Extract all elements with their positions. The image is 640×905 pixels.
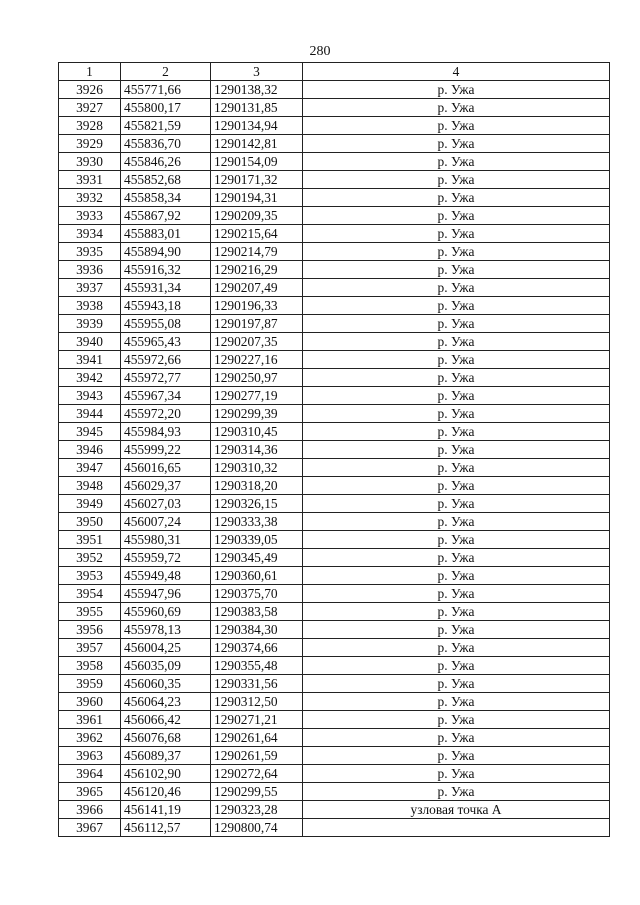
description-cell: р. Ужа xyxy=(303,423,610,441)
header-row xyxy=(59,63,610,81)
description-cell: р. Ужа xyxy=(303,279,610,297)
description-cell: р. Ужа xyxy=(303,225,610,243)
x-coordinate-cell: 455949,48 xyxy=(121,567,211,585)
y-coordinate-cell: 1290800,74 xyxy=(211,819,303,837)
table-row xyxy=(59,603,610,621)
table-row xyxy=(59,279,610,297)
description-cell: р. Ужа xyxy=(303,441,610,459)
x-coordinate-cell: 456141,19 xyxy=(121,801,211,819)
description-cell: р. Ужа xyxy=(303,747,610,765)
y-coordinate-cell: 1290384,30 xyxy=(211,621,303,639)
table-row xyxy=(59,171,610,189)
table-row xyxy=(59,351,610,369)
description-cell: р. Ужа xyxy=(303,657,610,675)
description-cell: р. Ужа xyxy=(303,297,610,315)
y-coordinate-cell: 1290207,49 xyxy=(211,279,303,297)
table-row xyxy=(59,747,610,765)
table-row xyxy=(59,549,610,567)
x-coordinate-cell: 456064,23 xyxy=(121,693,211,711)
y-coordinate-cell: 1290194,31 xyxy=(211,189,303,207)
x-coordinate-cell: 455947,96 xyxy=(121,585,211,603)
page-number: 280 xyxy=(309,44,331,59)
description-cell: р. Ужа xyxy=(303,99,610,117)
x-coordinate-cell: 455972,77 xyxy=(121,369,211,387)
table-row xyxy=(59,783,610,801)
y-coordinate-cell: 1290345,49 xyxy=(211,549,303,567)
table-row xyxy=(59,369,610,387)
x-coordinate-cell: 455955,08 xyxy=(121,315,211,333)
x-coordinate-cell: 456066,42 xyxy=(121,711,211,729)
description-cell: р. Ужа xyxy=(303,171,610,189)
table-row xyxy=(59,315,610,333)
point-number-cell: 3948 xyxy=(59,477,121,495)
y-coordinate-cell: 1290383,58 xyxy=(211,603,303,621)
header-col-4: 4 xyxy=(303,63,610,81)
x-coordinate-cell: 456120,46 xyxy=(121,783,211,801)
x-coordinate-cell: 456016,65 xyxy=(121,459,211,477)
table-row xyxy=(59,459,610,477)
point-number-cell: 3939 xyxy=(59,315,121,333)
point-number-cell: 3940 xyxy=(59,333,121,351)
point-number-cell: 3937 xyxy=(59,279,121,297)
x-coordinate-cell: 455960,69 xyxy=(121,603,211,621)
y-coordinate-cell: 1290374,66 xyxy=(211,639,303,657)
description-cell: р. Ужа xyxy=(303,621,610,639)
table-row xyxy=(59,531,610,549)
x-coordinate-cell: 455965,43 xyxy=(121,333,211,351)
y-coordinate-cell: 1290318,20 xyxy=(211,477,303,495)
y-coordinate-cell: 1290333,38 xyxy=(211,513,303,531)
y-coordinate-cell: 1290216,29 xyxy=(211,261,303,279)
y-coordinate-cell: 1290326,15 xyxy=(211,495,303,513)
table-row xyxy=(59,297,610,315)
description-cell: р. Ужа xyxy=(303,477,610,495)
point-number-cell: 3941 xyxy=(59,351,121,369)
x-coordinate-cell: 455943,18 xyxy=(121,297,211,315)
point-number-cell: 3932 xyxy=(59,189,121,207)
description-cell: р. Ужа xyxy=(303,585,610,603)
table-body xyxy=(59,81,610,837)
description-cell: р. Ужа xyxy=(303,387,610,405)
description-cell: р. Ужа xyxy=(303,693,610,711)
header-col-3: 3 xyxy=(211,63,303,81)
point-number-cell: 3964 xyxy=(59,765,121,783)
description-cell: р. Ужа xyxy=(303,333,610,351)
point-number-cell: 3965 xyxy=(59,783,121,801)
y-coordinate-cell: 1290131,85 xyxy=(211,99,303,117)
point-number-cell: 3953 xyxy=(59,567,121,585)
table-row xyxy=(59,99,610,117)
point-number-cell: 3963 xyxy=(59,747,121,765)
table-row xyxy=(59,189,610,207)
y-coordinate-cell: 1290215,64 xyxy=(211,225,303,243)
description-cell: р. Ужа xyxy=(303,513,610,531)
x-coordinate-cell: 455858,34 xyxy=(121,189,211,207)
table-row xyxy=(59,441,610,459)
table-row xyxy=(59,423,610,441)
point-number-cell: 3930 xyxy=(59,153,121,171)
point-number-cell: 3957 xyxy=(59,639,121,657)
table-row xyxy=(59,81,610,99)
table-row xyxy=(59,765,610,783)
point-number-cell: 3954 xyxy=(59,585,121,603)
x-coordinate-cell: 455883,01 xyxy=(121,225,211,243)
x-coordinate-cell: 455867,92 xyxy=(121,207,211,225)
y-coordinate-cell: 1290331,56 xyxy=(211,675,303,693)
x-coordinate-cell: 455978,13 xyxy=(121,621,211,639)
y-coordinate-cell: 1290209,35 xyxy=(211,207,303,225)
x-coordinate-cell: 456029,37 xyxy=(121,477,211,495)
y-coordinate-cell: 1290314,36 xyxy=(211,441,303,459)
point-number-cell: 3955 xyxy=(59,603,121,621)
table-row xyxy=(59,675,610,693)
x-coordinate-cell: 455846,26 xyxy=(121,153,211,171)
header-col-1: 1 xyxy=(59,63,121,81)
description-cell: узловая точка А xyxy=(303,801,610,819)
x-coordinate-cell: 455972,20 xyxy=(121,405,211,423)
x-coordinate-cell: 456060,35 xyxy=(121,675,211,693)
x-coordinate-cell: 455800,17 xyxy=(121,99,211,117)
table-row xyxy=(59,135,610,153)
description-cell: р. Ужа xyxy=(303,783,610,801)
y-coordinate-cell: 1290250,97 xyxy=(211,369,303,387)
x-coordinate-cell: 455836,70 xyxy=(121,135,211,153)
y-coordinate-cell: 1290312,50 xyxy=(211,693,303,711)
description-cell: р. Ужа xyxy=(303,711,610,729)
y-coordinate-cell: 1290310,32 xyxy=(211,459,303,477)
point-number-cell: 3944 xyxy=(59,405,121,423)
description-cell: р. Ужа xyxy=(303,531,610,549)
x-coordinate-cell: 456027,03 xyxy=(121,495,211,513)
description-cell: р. Ужа xyxy=(303,729,610,747)
point-number-cell: 3960 xyxy=(59,693,121,711)
y-coordinate-cell: 1290138,32 xyxy=(211,81,303,99)
description-cell: р. Ужа xyxy=(303,189,610,207)
point-number-cell: 3951 xyxy=(59,531,121,549)
table-row xyxy=(59,711,610,729)
point-number-cell: 3927 xyxy=(59,99,121,117)
description-cell: р. Ужа xyxy=(303,207,610,225)
y-coordinate-cell: 1290355,48 xyxy=(211,657,303,675)
table-row xyxy=(59,243,610,261)
x-coordinate-cell: 456112,57 xyxy=(121,819,211,837)
table-row xyxy=(59,405,610,423)
point-number-cell: 3966 xyxy=(59,801,121,819)
point-number-cell: 3952 xyxy=(59,549,121,567)
table-row xyxy=(59,225,610,243)
table-row xyxy=(59,153,610,171)
y-coordinate-cell: 1290261,59 xyxy=(211,747,303,765)
table-row xyxy=(59,693,610,711)
y-coordinate-cell: 1290207,35 xyxy=(211,333,303,351)
x-coordinate-cell: 455967,34 xyxy=(121,387,211,405)
point-number-cell: 3931 xyxy=(59,171,121,189)
y-coordinate-cell: 1290197,87 xyxy=(211,315,303,333)
description-cell: р. Ужа xyxy=(303,369,610,387)
point-number-cell: 3956 xyxy=(59,621,121,639)
point-number-cell: 3946 xyxy=(59,441,121,459)
table-row xyxy=(59,801,610,819)
table-row xyxy=(59,495,610,513)
x-coordinate-cell: 455999,22 xyxy=(121,441,211,459)
description-cell: р. Ужа xyxy=(303,765,610,783)
point-number-cell: 3958 xyxy=(59,657,121,675)
y-coordinate-cell: 1290299,39 xyxy=(211,405,303,423)
y-coordinate-cell: 1290271,21 xyxy=(211,711,303,729)
description-cell: р. Ужа xyxy=(303,261,610,279)
table-row xyxy=(59,513,610,531)
point-number-cell: 3928 xyxy=(59,117,121,135)
y-coordinate-cell: 1290261,64 xyxy=(211,729,303,747)
description-cell xyxy=(303,819,610,837)
x-coordinate-cell: 456007,24 xyxy=(121,513,211,531)
y-coordinate-cell: 1290277,19 xyxy=(211,387,303,405)
description-cell: р. Ужа xyxy=(303,351,610,369)
point-number-cell: 3943 xyxy=(59,387,121,405)
x-coordinate-cell: 455931,34 xyxy=(121,279,211,297)
point-number-cell: 3967 xyxy=(59,819,121,837)
x-coordinate-cell: 455771,66 xyxy=(121,81,211,99)
header-col-2: 2 xyxy=(121,63,211,81)
point-number-cell: 3933 xyxy=(59,207,121,225)
point-number-cell: 3950 xyxy=(59,513,121,531)
point-number-cell: 3961 xyxy=(59,711,121,729)
point-number-cell: 3929 xyxy=(59,135,121,153)
y-coordinate-cell: 1290375,70 xyxy=(211,585,303,603)
y-coordinate-cell: 1290142,81 xyxy=(211,135,303,153)
x-coordinate-cell: 456102,90 xyxy=(121,765,211,783)
table-row xyxy=(59,477,610,495)
table-row xyxy=(59,261,610,279)
point-number-cell: 3962 xyxy=(59,729,121,747)
description-cell: р. Ужа xyxy=(303,117,610,135)
description-cell: р. Ужа xyxy=(303,81,610,99)
description-cell: р. Ужа xyxy=(303,567,610,585)
x-coordinate-cell: 455821,59 xyxy=(121,117,211,135)
point-number-cell: 3942 xyxy=(59,369,121,387)
table-row xyxy=(59,207,610,225)
x-coordinate-cell: 455894,90 xyxy=(121,243,211,261)
table-row xyxy=(59,657,610,675)
table-row xyxy=(59,639,610,657)
point-number-cell: 3945 xyxy=(59,423,121,441)
table-row xyxy=(59,387,610,405)
point-number-cell: 3936 xyxy=(59,261,121,279)
x-coordinate-cell: 455980,31 xyxy=(121,531,211,549)
point-number-cell: 3949 xyxy=(59,495,121,513)
y-coordinate-cell: 1290310,45 xyxy=(211,423,303,441)
y-coordinate-cell: 1290339,05 xyxy=(211,531,303,549)
description-cell: р. Ужа xyxy=(303,135,610,153)
point-number-cell: 3947 xyxy=(59,459,121,477)
description-cell: р. Ужа xyxy=(303,549,610,567)
point-number-cell: 3938 xyxy=(59,297,121,315)
table-row xyxy=(59,117,610,135)
description-cell: р. Ужа xyxy=(303,495,610,513)
description-cell: р. Ужа xyxy=(303,603,610,621)
x-coordinate-cell: 455972,66 xyxy=(121,351,211,369)
y-coordinate-cell: 1290171,32 xyxy=(211,171,303,189)
x-coordinate-cell: 455852,68 xyxy=(121,171,211,189)
y-coordinate-cell: 1290272,64 xyxy=(211,765,303,783)
y-coordinate-cell: 1290214,79 xyxy=(211,243,303,261)
table-row xyxy=(59,585,610,603)
point-number-cell: 3926 xyxy=(59,81,121,99)
y-coordinate-cell: 1290196,33 xyxy=(211,297,303,315)
x-coordinate-cell: 455959,72 xyxy=(121,549,211,567)
coordinates-table xyxy=(58,62,610,837)
x-coordinate-cell: 456076,68 xyxy=(121,729,211,747)
table-row xyxy=(59,621,610,639)
description-cell: р. Ужа xyxy=(303,315,610,333)
table-header xyxy=(59,63,610,81)
description-cell: р. Ужа xyxy=(303,153,610,171)
y-coordinate-cell: 1290360,61 xyxy=(211,567,303,585)
description-cell: р. Ужа xyxy=(303,243,610,261)
x-coordinate-cell: 455916,32 xyxy=(121,261,211,279)
y-coordinate-cell: 1290227,16 xyxy=(211,351,303,369)
x-coordinate-cell: 456004,25 xyxy=(121,639,211,657)
table-row xyxy=(59,729,610,747)
y-coordinate-cell: 1290323,28 xyxy=(211,801,303,819)
table-row xyxy=(59,567,610,585)
description-cell: р. Ужа xyxy=(303,405,610,423)
x-coordinate-cell: 456035,09 xyxy=(121,657,211,675)
x-coordinate-cell: 456089,37 xyxy=(121,747,211,765)
y-coordinate-cell: 1290299,55 xyxy=(211,783,303,801)
point-number-cell: 3934 xyxy=(59,225,121,243)
table-row xyxy=(59,333,610,351)
point-number-cell: 3959 xyxy=(59,675,121,693)
x-coordinate-cell: 455984,93 xyxy=(121,423,211,441)
point-number-cell: 3935 xyxy=(59,243,121,261)
description-cell: р. Ужа xyxy=(303,675,610,693)
y-coordinate-cell: 1290154,09 xyxy=(211,153,303,171)
y-coordinate-cell: 1290134,94 xyxy=(211,117,303,135)
description-cell: р. Ужа xyxy=(303,639,610,657)
table-row xyxy=(59,819,610,837)
description-cell: р. Ужа xyxy=(303,459,610,477)
